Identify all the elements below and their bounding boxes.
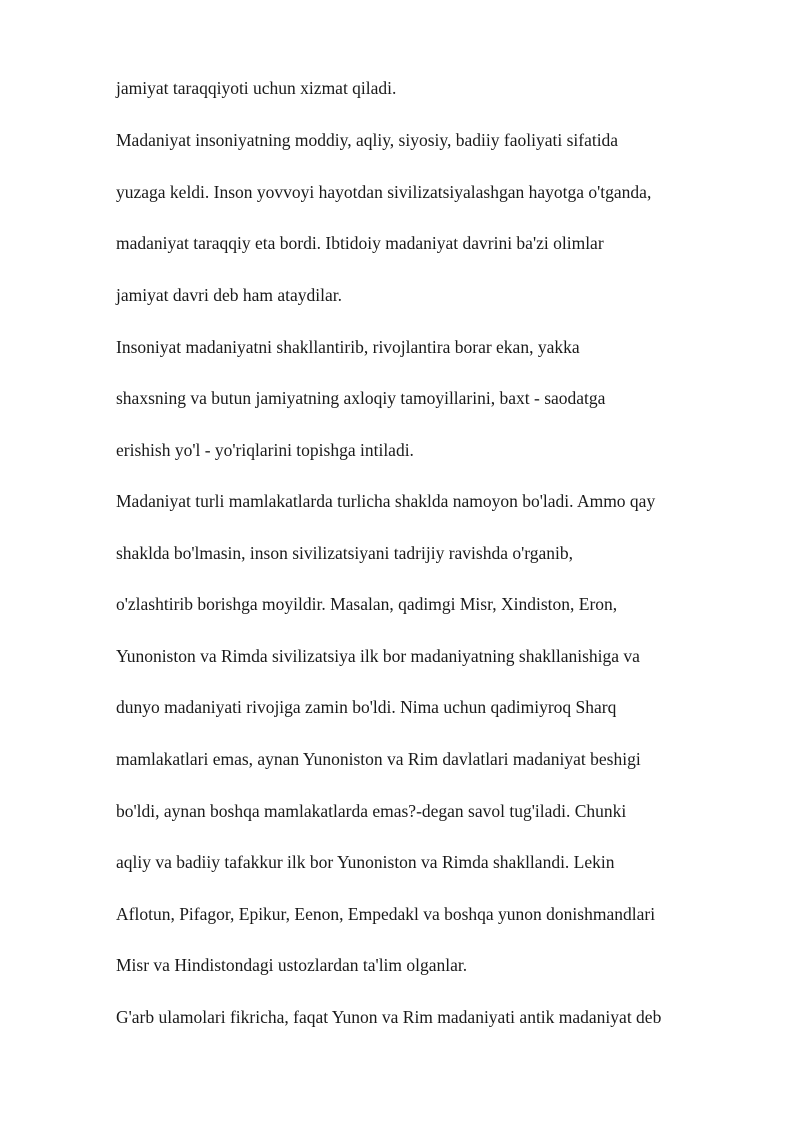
text-line: Madaniyat insoniyatning moddiy, aqliy, siyosiy, badiiy faoliyati sifatida [116, 130, 619, 150]
text-line: jamiyat davri deb ham ataydilar. [116, 285, 342, 305]
text-line: mamlakatlari emas, aynan Yunoniston va Rim davlatlari madaniyat beshigi [116, 749, 641, 769]
text-line: madaniyat taraqqiy eta bordi. Ibtidoiy madaniyat davrini ba'zi olimlar [116, 233, 604, 253]
text-line: Insoniyat madaniyatni shakllantirib, rivojlantira borar ekan, yakka [116, 337, 580, 357]
text-line: Misr va Hindistondagi ustozlardan ta'lim olganlar. [116, 955, 468, 975]
text-line: shaklda bo'lmasin, inson sivilizatsiyani tadrijiy ravishda o'rganib, [116, 543, 574, 563]
text-line: Yunoniston va Rimda sivilizatsiya ilk bor madaniyatning shakllanishiga va [116, 646, 640, 666]
text-line: aqliy va badiiy tafakkur ilk bor Yunoniston va Rimda shakllandi. Lekin [116, 852, 615, 872]
text-line: o'zlashtirib borishga moyildir. Masalan, qadimgi Misr, Xindiston, Eron, [116, 594, 618, 614]
text-line: jamiyat taraqqiyoti uchun xizmat qiladi. [116, 78, 397, 98]
text-line: Aflotun, Pifagor, Epikur, Eenon, Empedakl va boshqa yunon donishmandlari [116, 904, 656, 924]
text-line: dunyo madaniyati rivojiga zamin bo'ldi. Nima uchun qadimiyroq Sharq [116, 697, 617, 717]
text-line: Madaniyat turli mamlakatlarda turlicha shaklda namoyon bo'ladi. Ammo qay [116, 491, 656, 511]
text-line: erishish yo'l - yo'riqlarini topishga intiladi. [116, 440, 414, 460]
text-line: bo'ldi, aynan boshqa mamlakatlarda emas?-degan savol tug'iladi. Chunki [116, 801, 627, 821]
text-line: G'arb ulamolari fikricha, faqat Yunon va Rim madaniyati antik madaniyat deb [116, 1007, 662, 1027]
text-line: yuzaga keldi. Inson yovvoyi hayotdan sivilizatsiyalashgan hayotga o'tganda, [116, 182, 652, 202]
text-line: shaxsning va butun jamiyatning axloqiy tamoyillarini, baxt - saodatga [116, 388, 606, 408]
